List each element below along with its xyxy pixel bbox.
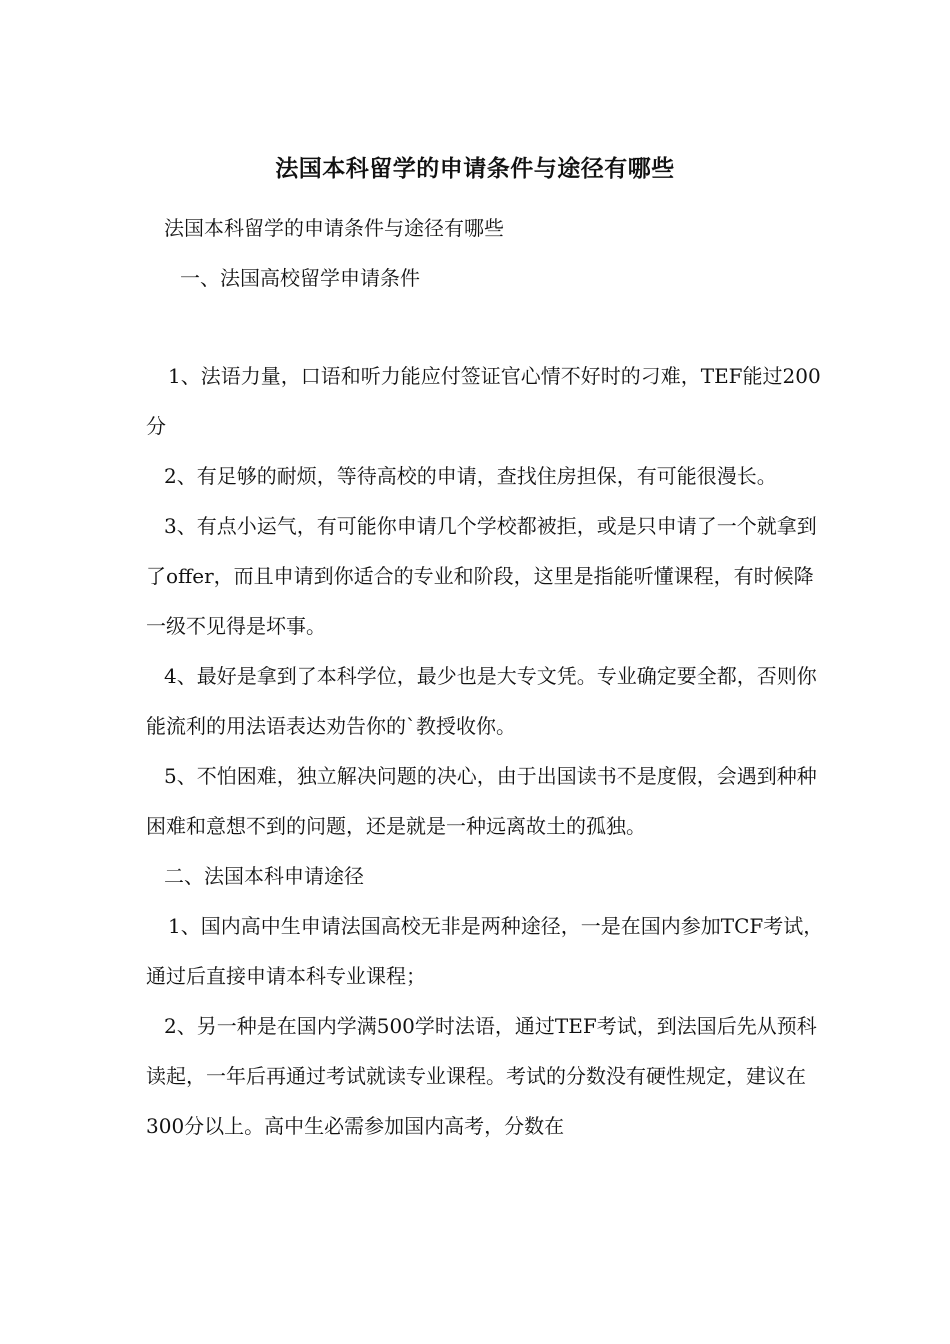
- document-title: 法国本科留学的申请条件与途径有哪些: [275, 156, 675, 182]
- route-paragraph-1: 1、国内高中生申请法国高校无非是两种途径，一是在国内参加TCF考试，通过后直接申请本科专业课程；: [146, 914, 824, 988]
- document-body: [146, 203, 826, 1151]
- condition-paragraph-5: 5、不怕困难，独立解决问题的决心，由于出国读书不是度假，会遇到种种困难和意想不到的问题，还是就是一种远离故土的孤独。: [146, 764, 817, 838]
- document-subtitle: 法国本科留学的申请条件与途径有哪些: [164, 216, 504, 240]
- condition-paragraph-1: 1、法语力量，口语和听力能应付签证官心情不好时的刁难，TEF能过200分: [146, 364, 821, 438]
- blank-line: [146, 303, 826, 351]
- section-heading-conditions: 一、法国高校留学申请条件: [180, 266, 420, 290]
- condition-paragraph-4: 4、最好是拿到了本科学位，最少也是大专文凭。专业确定要全都，否则你能流利的用法语表达劝告你的`教授收你。: [146, 664, 817, 738]
- condition-paragraph-3: 3、有点小运气，有可能你申请几个学校都被拒，或是只申请了一个就拿到了offer，而且申请到你适合的专业和阶段，这里是指能听懂课程，有时候降一级不见得是坏事。: [146, 514, 817, 638]
- section-heading-routes: 二、法国本科申请途径: [164, 864, 364, 888]
- route-paragraph-2: 2、另一种是在国内学满500学时法语，通过TEF考试，到法国后先从预科读起，一年后再通过考试就读专业课程。考试的分数没有硬性规定，建议在300分以上。高中生必需参加国内高考，分数在: [146, 1014, 817, 1138]
- condition-paragraph-2: 2、有足够的耐烦，等待高校的申请，查找住房担保，有可能很漫长。: [164, 464, 777, 488]
